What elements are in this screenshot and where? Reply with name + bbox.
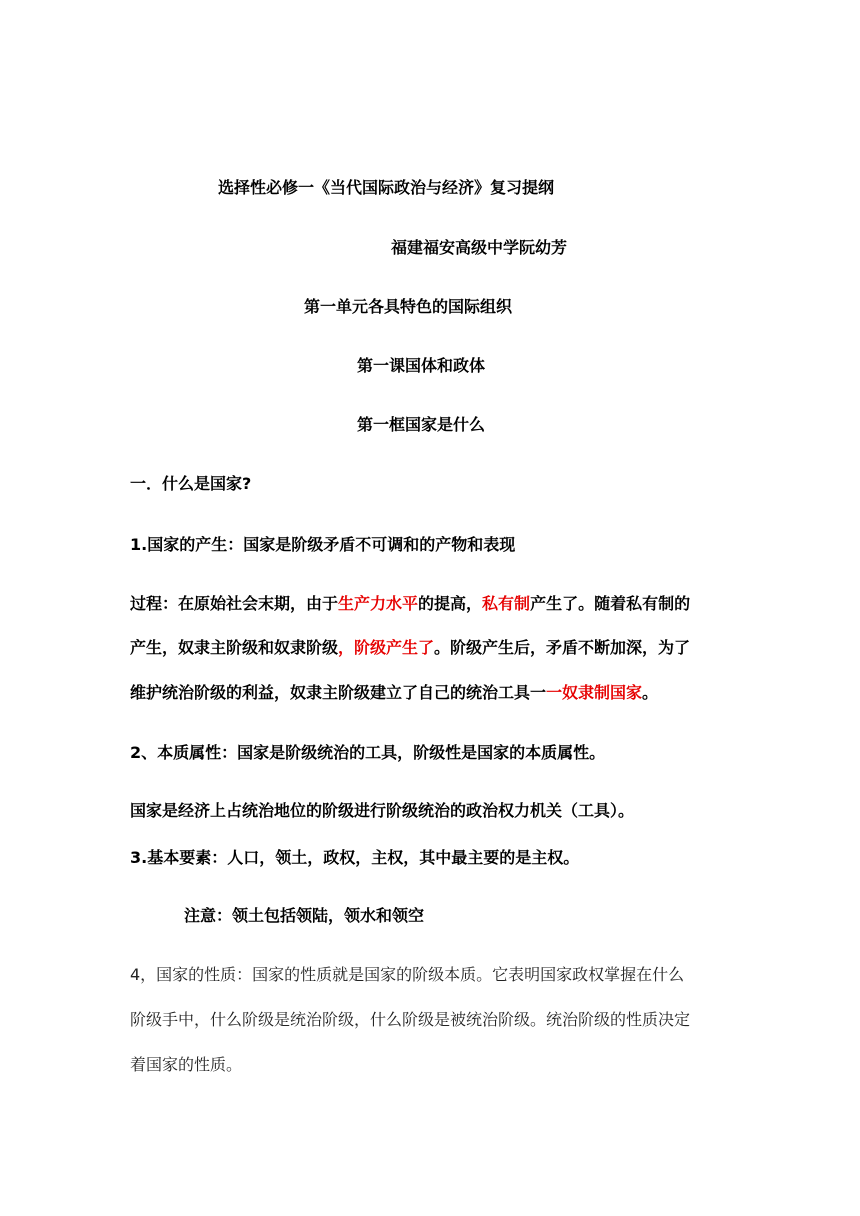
item-nature-line-1: 4，国家的性质：国家的性质就是国家的阶级本质。它表明国家政权掌握在什么 — [130, 965, 685, 984]
frame-heading: 第一框国家是什么 — [357, 415, 486, 434]
process-line-3 — [130, 683, 658, 703]
highlight-slave-state: 一奴隶制国家 — [546, 683, 643, 702]
process-text: 产生了。随着私有制的 — [530, 594, 691, 613]
highlight-classes-emerged: ，阶级产生了 — [338, 638, 435, 657]
note-territory: 注意：领土包括领陆，领水和领空 — [184, 906, 425, 925]
highlight-private-ownership: 私有制 — [482, 594, 531, 613]
process-line-2 — [130, 638, 690, 658]
item-origin: 1.国家的产生：国家是阶级矛盾不可调和的产物和表现 — [130, 535, 516, 554]
highlight-productivity: 生产力水平 — [338, 594, 419, 613]
section-heading: 一．什么是国家? — [130, 474, 252, 493]
process-text: 产生，奴隶主阶级和奴隶阶级 — [130, 638, 339, 657]
item-nature-line-2: 阶级手中，什么阶级是统治阶级，什么阶级是被统治阶级。统治阶级的性质决定 — [130, 1010, 691, 1029]
document-title: 选择性必修一《当代国际政治与经济》复习提纲 — [218, 178, 555, 197]
unit-heading: 第一单元各具特色的国际组织 — [304, 297, 513, 316]
process-text: 。 — [642, 683, 659, 702]
lesson-heading: 第一课国体和政体 — [357, 356, 486, 375]
process-text: 。阶级产生后，矛盾不断加深，为了 — [434, 638, 691, 657]
author-line: 福建福安高级中学阮幼芳 — [391, 238, 568, 257]
process-text: 过程：在原始社会末期，由于 — [130, 594, 339, 613]
state-definition: 国家是经济上占统治地位的阶级进行阶级统治的政治权力机关（工具）。 — [130, 801, 635, 820]
item-essence: 2、本质属性：国家是阶级统治的工具，阶级性是国家的本质属性。 — [130, 743, 606, 762]
process-text: 的提高， — [418, 594, 483, 613]
item-elements: 3.基本要素：人口，领土，政权，主权，其中最主要的是主权。 — [130, 848, 580, 867]
process-line-1 — [130, 594, 690, 614]
process-text: 维护统治阶级的利益，奴隶主阶级建立了自己的统治工具一 — [130, 683, 547, 702]
item-nature-line-3: 着国家的性质。 — [130, 1055, 243, 1074]
